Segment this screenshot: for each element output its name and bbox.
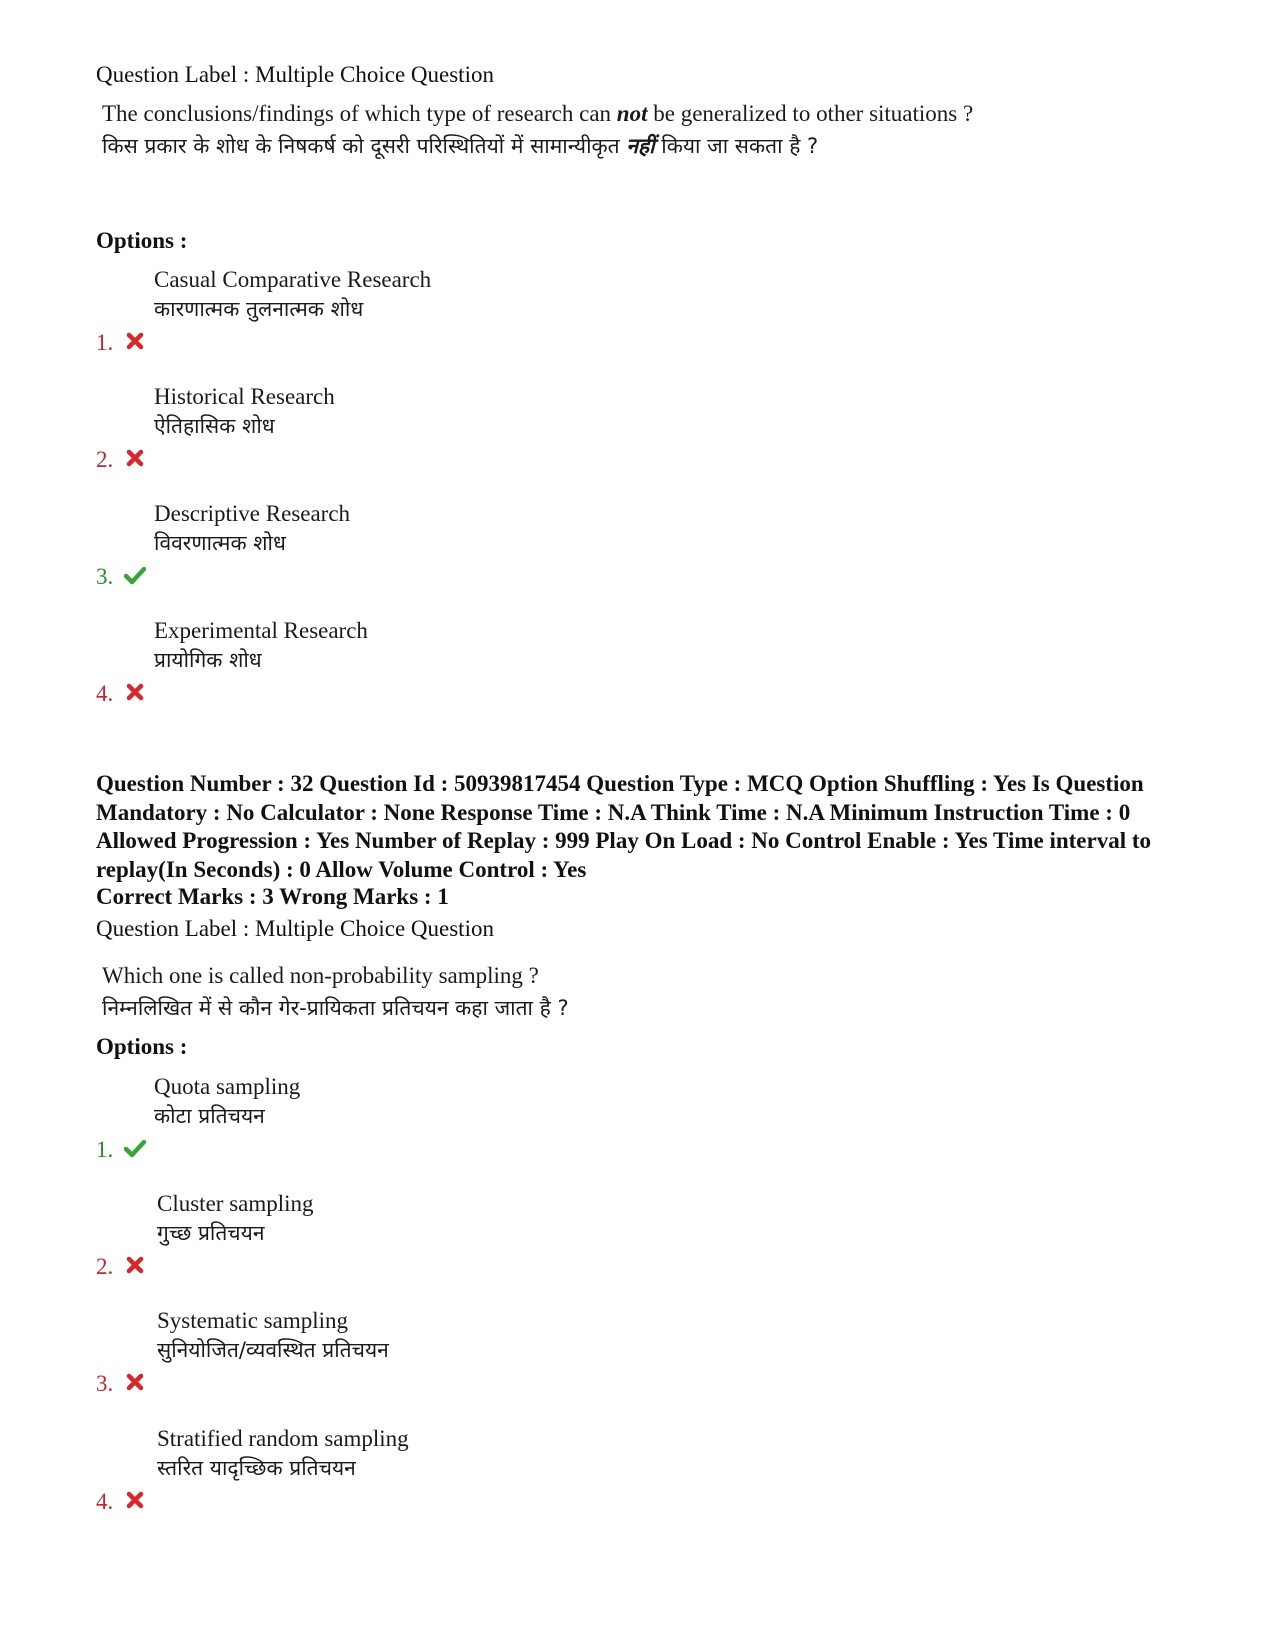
option-number: 4. [96, 1489, 114, 1514]
option-1 [96, 1073, 796, 1163]
option-number: 1. [96, 330, 114, 355]
cross-icon [124, 1254, 146, 1276]
option-4 [96, 617, 796, 707]
question-label: Question Label : Multiple Choice Question [96, 62, 494, 87]
question-metadata: Question Number : 32 Question Id : 50939817454 Question Type : MCQ Option Shuffling : Yes Is Question Mandatory : No Calculator : None Response Time : N.A Think Time : N.A Minimum Instruction Time : 0 Allowed Progression : Yes Number of Replay : 999 Play On Load : No Control Enable : Yes Time interval to replay(In Seconds) : 0 Allow Volume Control : Yes [96, 771, 1152, 882]
options-heading: Options : [96, 228, 188, 253]
emphasis-nahin: नहीं [626, 134, 655, 158]
option-2 [96, 1190, 796, 1280]
cross-icon [124, 447, 146, 469]
question-text-english: The conclusions/findings of which type of research can not be generalized to other situations ? [102, 101, 974, 126]
option-text-hindi: कोटा प्रतिचयन [154, 1104, 265, 1128]
option-1 [96, 266, 796, 356]
marks-line: Correct Marks : 3 Wrong Marks : 1 [96, 884, 449, 909]
cross-icon [124, 1371, 146, 1393]
option-number: 1. [96, 1137, 114, 1162]
option-text-english: Descriptive Research [154, 501, 351, 526]
option-text-english: Systematic sampling [157, 1308, 349, 1333]
option-text-hindi: सुनियोजित/व्यवस्थित प्रतिचयन [157, 1338, 389, 1362]
option-text-english: Quota sampling [154, 1074, 301, 1099]
option-text-english: Experimental Research [154, 618, 368, 643]
cross-icon [124, 330, 146, 352]
option-2 [96, 383, 796, 473]
question-text-hindi: निम्नलिखित में से कौन गेर-प्रायिकता प्रतिचयन कहा जाता है ? [102, 996, 569, 1020]
option-3 [96, 500, 796, 590]
option-text-english: Cluster sampling [157, 1191, 314, 1216]
option-text-english: Historical Research [154, 384, 335, 409]
question-text-english: Which one is called non-probability sampling ? [102, 963, 539, 988]
option-text-hindi: प्रायोगिक शोध [154, 648, 262, 672]
option-text-hindi: ऐतिहासिक शोध [154, 414, 275, 438]
cross-icon [124, 1489, 146, 1511]
check-icon [124, 1137, 146, 1159]
option-text-hindi: विवरणात्मक शोध [154, 531, 286, 555]
option-number: 3. [96, 1371, 114, 1396]
option-3 [96, 1307, 796, 1397]
option-text-hindi: स्तरित यादृच्छिक प्रतिचयन [157, 1456, 356, 1480]
question-label: Question Label : Multiple Choice Question [96, 916, 494, 941]
check-icon [124, 564, 146, 586]
option-text-hindi: कारणात्मक तुलनात्मक शोध [154, 297, 364, 321]
option-text-english: Casual Comparative Research [154, 267, 432, 292]
option-number: 2. [96, 447, 114, 472]
question-text [102, 962, 982, 1024]
option-text-hindi: गुच्छ प्रतिचयन [157, 1221, 265, 1245]
option-number: 2. [96, 1254, 114, 1279]
option-number: 4. [96, 681, 114, 706]
options-heading: Options : [96, 1034, 188, 1059]
option-number: 3. [96, 564, 114, 589]
option-4 [96, 1425, 796, 1515]
question-text-hindi: किस प्रकार के शोध के निषकर्ष को दूसरी परिस्थितियों में सामान्यीकृत नहीं किया जा सकता है ? [102, 134, 819, 158]
cross-icon [124, 681, 146, 703]
emphasis-not: not [616, 101, 648, 126]
question-text [102, 100, 982, 162]
option-text-english: Stratified random sampling [157, 1426, 409, 1451]
